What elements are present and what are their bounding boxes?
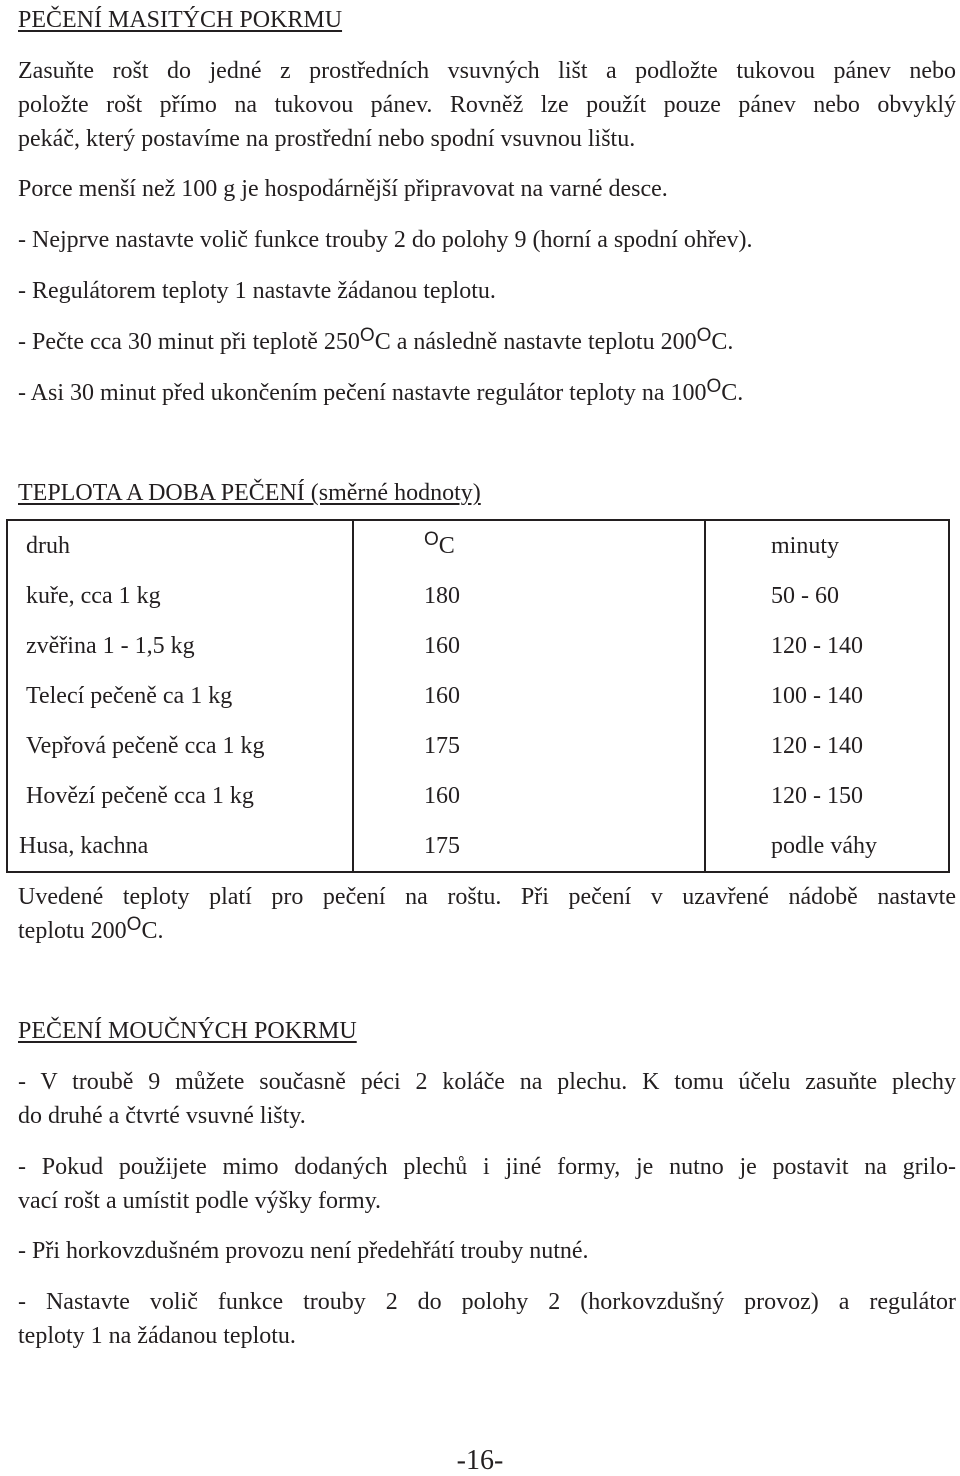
table-row — [7, 821, 949, 872]
table-row — [7, 771, 949, 821]
meat-step3-text-b: C a následně nastavte teplotu 200 — [374, 329, 697, 355]
pastry-p2-line1: - Pokud použijete mimo dodaných plechů i jiné formy, je nutno je postavit na grilo- — [18, 1154, 956, 1180]
table-header-row — [7, 520, 949, 571]
header-celsius — [353, 520, 705, 571]
meat-step4 — [18, 376, 744, 406]
cell-minutes: 50 - 60 — [771, 582, 839, 609]
table-note-line1: Uvedené teploty platí pro pečení na roštu. Při pečení v uzavřené nádobě nastavte — [18, 884, 956, 910]
cell-temp: 160 — [353, 671, 705, 721]
degree-sign: O — [706, 376, 722, 397]
page-number: -16- — [456, 1445, 504, 1476]
pastry-p4-line1: - Nastavte volič funkce trouby 2 do polohy 2 (horkovzdušný provoz) a regulátor — [18, 1289, 956, 1315]
pastry-p2-line2: vací rošt a umístit podle výšky formy. — [18, 1188, 382, 1214]
cell-temp: 160 — [353, 621, 705, 671]
table-note-text-a: teplotu 200 — [18, 918, 127, 944]
pastry-p3: - Při horkovzdušném provozu není předehřátí trouby nutné. — [18, 1238, 589, 1264]
cell-minutes: podle váhy — [771, 832, 877, 859]
header-celsius-unit: C — [438, 532, 455, 559]
cell-druh: Hovězí pečeně cca 1 kg — [7, 771, 353, 821]
table-note-line2 — [18, 914, 164, 944]
meat-step3-text-a: - Pečte cca 30 minut při teplotě 250 — [18, 329, 360, 355]
meat-heading: PEČENÍ MASITÝCH POKRMU — [18, 7, 343, 33]
cell-temp: 160 — [353, 771, 705, 821]
meat-para1-line2: položte rošt přímo na tukovou pánev. Rovněž lze použít pouze pánev nebo obvyklý — [18, 92, 956, 118]
cell-minutes: 120 - 150 — [771, 782, 863, 809]
meat-step3-text-c: C. — [711, 329, 734, 355]
degree-sign: O — [696, 325, 712, 346]
meat-para1-line1: Zasuňte rošt do jedné z prostředních vsuvných lišt a podložte tukovou pánev nebo — [18, 58, 956, 84]
table-row — [7, 671, 949, 721]
cell-druh: kuře, cca 1 kg — [7, 571, 353, 621]
cell-temp: 180 — [353, 571, 705, 621]
cell-minutes: 120 - 140 — [771, 732, 863, 759]
cell-druh: zvěřina 1 - 1,5 kg — [7, 621, 353, 671]
meat-step4-text-b: C. — [721, 380, 744, 406]
cell-temp: 175 — [353, 721, 705, 771]
header-minuty: minuty — [771, 532, 840, 559]
pastry-p1-line1: - V troubě 9 můžete současně péci 2 koláče na plechu. K tomu účelu zasuňte plechy — [18, 1069, 956, 1095]
table-heading: TEPLOTA A DOBA PEČENÍ (směrné hodnoty) — [18, 480, 481, 506]
cell-minutes: 100 - 140 — [771, 682, 863, 709]
table-note-text-b: C. — [141, 918, 164, 944]
meat-para2: Porce menší než 100 g je hospodárnější připravovat na varné desce. — [18, 176, 668, 202]
degree-sign: O — [359, 325, 375, 346]
cell-druh: Husa, kachna — [7, 821, 353, 872]
header-druh: druh — [7, 520, 353, 571]
cell-druh: Vepřová pečeně cca 1 kg — [7, 721, 353, 771]
pastry-p4-line2: teploty 1 na žádanou teplotu. — [18, 1323, 296, 1349]
temperature-table — [6, 519, 950, 873]
degree-sign: O — [424, 528, 439, 550]
cell-minutes: 120 - 140 — [771, 632, 863, 659]
meat-step4-text-a: - Asi 30 minut před ukončením pečení nastavte regulátor teploty na 100 — [18, 380, 707, 406]
table-row — [7, 621, 949, 671]
pastry-heading: PEČENÍ MOUČNÝCH POKRMU — [18, 1018, 357, 1044]
cell-temp: 175 — [353, 821, 705, 872]
meat-step1: - Nejprve nastavte volič funkce trouby 2 do polohy 9 (horní a spodní ohřev). — [18, 227, 753, 253]
meat-para1-line3: pekáč, který postavíme na prostřední nebo spodní vsuvnou lištu. — [18, 126, 636, 152]
degree-sign: O — [126, 914, 142, 935]
cell-druh: Telecí pečeně ca 1 kg — [7, 671, 353, 721]
pastry-p1-line2: do druhé a čtvrté vsuvné lišty. — [18, 1103, 306, 1129]
table-row — [7, 721, 949, 771]
meat-step2: - Regulátorem teploty 1 nastavte žádanou teplotu. — [18, 278, 496, 304]
meat-step3 — [18, 325, 734, 355]
table-row — [7, 571, 949, 621]
